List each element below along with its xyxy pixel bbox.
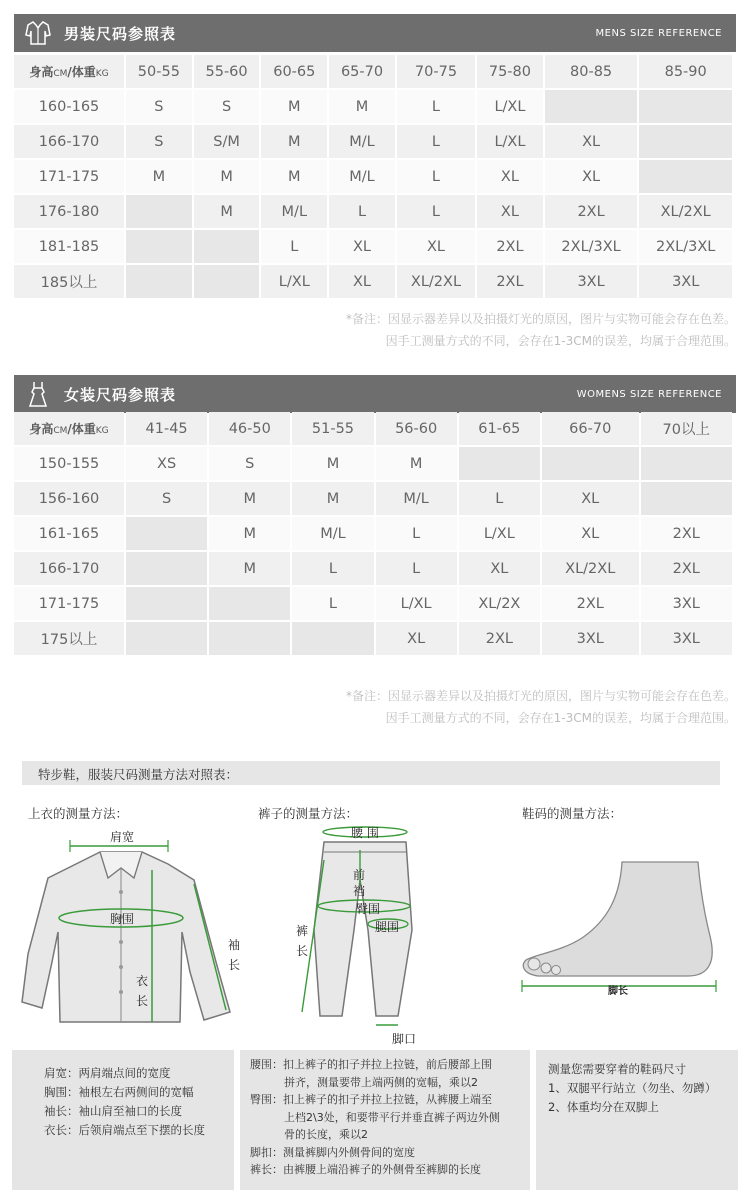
size-cell — [126, 195, 192, 228]
height-row-header: 171-175 — [14, 587, 124, 620]
size-cell — [194, 265, 260, 298]
weight-column-header: 85-90 — [639, 55, 732, 88]
label-waist: 腰 围 — [351, 826, 379, 840]
weight-column-header: 70以上 — [641, 412, 732, 445]
table-row — [14, 90, 732, 123]
size-cell: L/XL — [261, 265, 327, 298]
size-cell: XL — [545, 125, 638, 158]
height-row-header: 181-185 — [14, 230, 124, 263]
womens-title: 女装尺码参照表 — [64, 386, 177, 404]
label-sleeve-2: 长 — [228, 958, 241, 972]
size-cell: S — [126, 90, 192, 123]
header-label-part: 身高 — [29, 422, 54, 436]
label-foot-length: 脚长 — [608, 986, 628, 997]
mens-note-line-2: 因手工测量方式的不同，会存在1-3CM的误差，均属于合理范围。 — [385, 334, 736, 348]
size-cell: XL/2XL — [542, 552, 639, 585]
weight-column-header: 60-65 — [261, 55, 327, 88]
womens-note — [346, 685, 736, 729]
size-cell: M — [261, 160, 327, 193]
size-cell: L — [329, 195, 395, 228]
label-hem: 脚口 — [392, 1032, 417, 1046]
table-row — [14, 517, 732, 550]
header-label-part: CM — [53, 426, 68, 436]
shoes-desc-line: 1、双腿平行站立（勿坐、勿蹲） — [548, 1081, 717, 1095]
size-cell — [126, 517, 207, 550]
womens-header-bar — [14, 375, 736, 413]
size-cell: M — [209, 482, 290, 515]
weight-column-header: 50-55 — [126, 55, 192, 88]
size-cell: XL — [545, 160, 638, 193]
shoes-desc-box — [536, 1050, 738, 1190]
mens-en-title: MENS SIZE REFERENCE — [595, 28, 722, 39]
size-cell: 2XL — [459, 622, 540, 655]
size-cell — [126, 230, 192, 263]
womens-note-line-2: 因手工测量方式的不同，会存在1-3CM的误差，均属于合理范围。 — [385, 711, 736, 725]
height-row-header: 156-160 — [14, 482, 124, 515]
pants-desc-line: 上档2\3处，和要带平行并垂直裤子两边外侧 — [284, 1110, 500, 1124]
mens-note-line-1: *备注：因显示器差异以及拍摄灯光的原因，图片与实物可能会存在色差。 — [345, 312, 736, 326]
dress-icon — [24, 380, 52, 408]
size-cell: 2XL — [641, 552, 732, 585]
pants-desc-box — [240, 1050, 530, 1190]
size-cell: M — [261, 125, 327, 158]
shoes-desc-line: 2、体重均分在双脚上 — [548, 1100, 659, 1114]
foot-diagram — [512, 856, 722, 996]
height-weight-header — [14, 55, 124, 88]
size-cell — [126, 587, 207, 620]
table-row — [14, 447, 732, 480]
size-cell: XL — [542, 482, 639, 515]
size-cell: XL — [329, 230, 395, 263]
size-cell: 2XL/3XL — [639, 230, 732, 263]
size-cell: L — [397, 160, 475, 193]
header-label-part: KG — [95, 426, 109, 436]
weight-column-header: 41-45 — [126, 412, 207, 445]
top-desc-line: 胸围：袖根左右两侧间的宽幅 — [44, 1085, 194, 1099]
size-cell — [194, 230, 260, 263]
label-thigh: 腿围 — [375, 920, 400, 934]
label-pant-length-1: 裤 — [296, 924, 309, 938]
weight-column-header: 75-80 — [477, 55, 543, 88]
size-cell: L — [397, 125, 475, 158]
size-cell: M — [292, 482, 373, 515]
pants-desc-line: 拼齐，测量要带上端两侧的宽幅，乘以2 — [284, 1075, 478, 1089]
womens-en-title: WOMENS SIZE REFERENCE — [576, 389, 722, 400]
size-cell: 3XL — [641, 587, 732, 620]
weight-column-header: 51-55 — [292, 412, 373, 445]
size-cell — [292, 622, 373, 655]
header-label-part: KG — [95, 69, 109, 79]
height-row-header: 166-170 — [14, 125, 124, 158]
header-label-part: 身高 — [29, 65, 54, 79]
table-row — [14, 125, 732, 158]
shirt-icon — [24, 19, 52, 47]
womens-size-table — [12, 410, 734, 657]
size-cell: 3XL — [641, 622, 732, 655]
table-header-row — [14, 55, 732, 88]
size-cell — [639, 160, 732, 193]
table-row — [14, 160, 732, 193]
pants-measure-title: 裤子的测量方法： — [258, 806, 359, 821]
top-desc-line: 衣长：后领肩端点至下摆的长度 — [44, 1123, 205, 1137]
header-label-part: /体重 — [67, 65, 96, 79]
pants-desc-line: 腰围：扣上裤子的扣子并拉上拉链，前后腰部上围 — [250, 1058, 492, 1071]
size-cell: M — [376, 447, 457, 480]
size-cell: M — [126, 160, 192, 193]
size-cell: L — [397, 195, 475, 228]
size-cell: S — [126, 125, 192, 158]
size-cell — [545, 90, 638, 123]
size-cell: 2XL — [545, 195, 638, 228]
size-cell: M/L — [261, 195, 327, 228]
height-row-header: 175以上 — [14, 622, 124, 655]
size-cell — [641, 482, 732, 515]
measure-title: 特步鞋，服装尺码测量方法对照表： — [38, 767, 239, 782]
size-cell — [209, 622, 290, 655]
top-desc-box — [12, 1050, 234, 1190]
size-cell: XL — [376, 622, 457, 655]
top-desc-line: 袖长：袖山肩至袖口的长度 — [44, 1104, 182, 1118]
header-label-part: /体重 — [67, 422, 96, 436]
size-cell: XL — [329, 265, 395, 298]
size-cell: XS — [126, 447, 207, 480]
pants-desc-line: 裤长：由裤腰上端沿裤子的外侧骨至裤脚的长度 — [250, 1163, 481, 1176]
mens-title: 男装尺码参照表 — [64, 25, 177, 43]
size-cell: S/M — [194, 125, 260, 158]
height-row-header: 160-165 — [14, 90, 124, 123]
weight-column-header: 80-85 — [545, 55, 638, 88]
table-row — [14, 587, 732, 620]
size-cell — [639, 125, 732, 158]
measure-title-bar — [22, 761, 720, 785]
shoes-measure-title: 鞋码的测量方法： — [522, 806, 623, 821]
size-cell: 2XL/3XL — [545, 230, 638, 263]
size-cell: S — [194, 90, 260, 123]
size-cell — [641, 447, 732, 480]
table-row — [14, 195, 732, 228]
size-cell: M/L — [329, 125, 395, 158]
pants-desc-line: 脚扣：测量裤脚内外侧骨间的宽度 — [250, 1145, 415, 1159]
table-header-row — [14, 412, 732, 445]
shoes-desc-line: 测量您需要穿着的鞋码尺寸 — [548, 1062, 686, 1076]
mens-header-bar — [14, 14, 736, 52]
weight-column-header: 65-70 — [329, 55, 395, 88]
height-row-header: 171-175 — [14, 160, 124, 193]
size-cell: XL/2X — [459, 587, 540, 620]
height-row-header: 161-165 — [14, 517, 124, 550]
size-cell: XL/2XL — [639, 195, 732, 228]
size-cell: XL/2XL — [397, 265, 475, 298]
size-cell: L — [376, 517, 457, 550]
size-cell — [126, 622, 207, 655]
size-cell: L/XL — [376, 587, 457, 620]
pants-desc-line: 臀围：扣上裤子的扣子并拉上拉链，从裤腰上端至 — [250, 1093, 492, 1106]
size-cell: L — [459, 482, 540, 515]
size-cell: L — [261, 230, 327, 263]
size-cell: 2XL — [477, 265, 543, 298]
height-row-header: 185以上 — [14, 265, 124, 298]
size-cell — [209, 587, 290, 620]
size-cell: L — [292, 552, 373, 585]
height-weight-header — [14, 412, 124, 445]
size-cell: L/XL — [477, 90, 543, 123]
size-cell: M/L — [329, 160, 395, 193]
weight-column-header: 66-70 — [542, 412, 639, 445]
label-length-2: 长 — [136, 994, 149, 1008]
height-row-header: 150-155 — [14, 447, 124, 480]
size-cell: M — [209, 517, 290, 550]
label-hip: 臀围 — [356, 902, 381, 916]
table-row — [14, 230, 732, 263]
size-cell — [126, 265, 192, 298]
mens-size-table — [12, 53, 734, 300]
size-cell — [542, 447, 639, 480]
pants-desc-line: 骨的长度，乘以2 — [284, 1128, 368, 1141]
top-measure-title: 上衣的测量方法： — [28, 806, 129, 821]
weight-column-header: 70-75 — [397, 55, 475, 88]
size-cell: 2XL — [641, 517, 732, 550]
weight-column-header: 55-60 — [194, 55, 260, 88]
womens-note-line-1: *备注：因显示器差异以及拍摄灯光的原因，图片与实物可能会存在色差。 — [345, 689, 736, 703]
size-cell: 3XL — [639, 265, 732, 298]
size-cell: L — [292, 587, 373, 620]
size-cell: 3XL — [545, 265, 638, 298]
size-cell: 2XL — [542, 587, 639, 620]
size-cell: M — [261, 90, 327, 123]
label-rise-1: 前 — [353, 868, 366, 882]
table-row — [14, 622, 732, 655]
size-cell: M/L — [292, 517, 373, 550]
table-row — [14, 482, 732, 515]
size-cell — [126, 552, 207, 585]
table-row — [14, 265, 732, 298]
size-cell: L — [376, 552, 457, 585]
height-row-header: 166-170 — [14, 552, 124, 585]
size-cell: M — [292, 447, 373, 480]
table-row — [14, 552, 732, 585]
size-cell: L — [397, 90, 475, 123]
label-length-1: 衣 — [136, 974, 149, 988]
label-chest: 胸围 — [110, 912, 135, 926]
height-row-header: 176-180 — [14, 195, 124, 228]
size-cell: XL — [477, 160, 543, 193]
size-cell — [639, 90, 732, 123]
size-cell: L/XL — [459, 517, 540, 550]
size-cell — [459, 447, 540, 480]
size-cell: S — [209, 447, 290, 480]
size-cell: XL — [477, 195, 543, 228]
size-cell: L/XL — [477, 125, 543, 158]
label-shoulder: 肩宽 — [110, 830, 135, 844]
weight-column-header: 56-60 — [376, 412, 457, 445]
size-cell: XL — [459, 552, 540, 585]
label-pant-length-2: 长 — [296, 944, 309, 958]
weight-column-header: 61-65 — [459, 412, 540, 445]
size-cell: 2XL — [477, 230, 543, 263]
size-cell: M — [329, 90, 395, 123]
size-cell: S — [126, 482, 207, 515]
label-rise-2: 裆 — [353, 884, 366, 898]
weight-column-header: 46-50 — [209, 412, 290, 445]
mens-note — [346, 308, 736, 352]
size-cell: M — [194, 160, 260, 193]
size-cell: M — [209, 552, 290, 585]
size-cell: XL — [542, 517, 639, 550]
size-cell: M — [194, 195, 260, 228]
size-cell: M/L — [376, 482, 457, 515]
header-label-part: CM — [53, 69, 68, 79]
top-desc-line: 肩宽：两肩端点间的宽度 — [44, 1066, 171, 1080]
size-cell: 3XL — [542, 622, 639, 655]
label-sleeve-1: 袖 — [228, 938, 241, 952]
size-cell: XL — [397, 230, 475, 263]
